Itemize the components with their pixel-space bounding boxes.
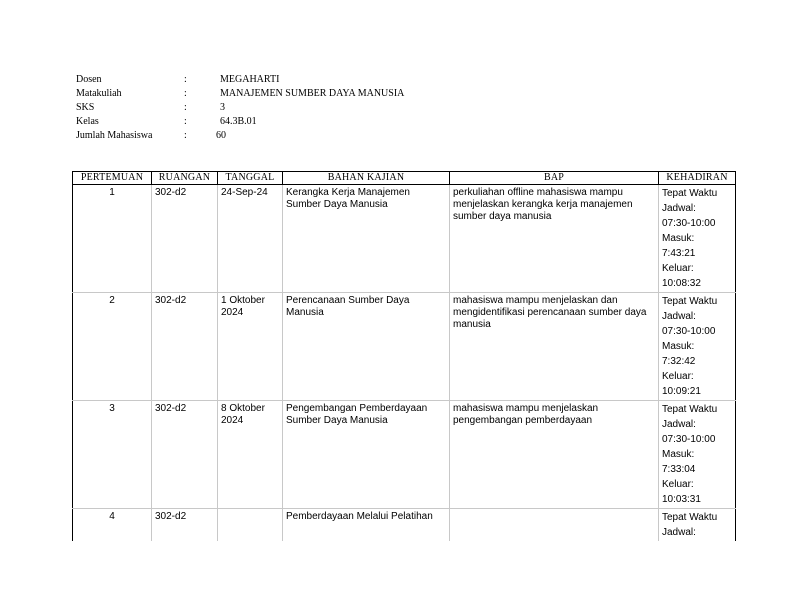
- info-separator: :: [184, 116, 187, 127]
- table-header-row: [73, 172, 736, 185]
- cell-ruangan: 302-d2: [152, 185, 218, 293]
- attendance-line: Jadwal:: [662, 203, 696, 214]
- cell-tanggal: [218, 509, 283, 542]
- column-header-tanggal: TANGGAL: [218, 172, 283, 185]
- info-value: 3: [220, 102, 225, 113]
- column-header-ruangan: RUANGAN: [152, 172, 218, 185]
- cell-bap: perkuliahan offline mahasiswa mampu menjelaskan kerangka kerja manajemen sumber daya manusia: [450, 185, 659, 293]
- column-header-kehadiran: KEHADIRAN: [659, 172, 736, 185]
- attendance-line: 7:33:04: [662, 464, 696, 475]
- info-value: MEGAHARTI: [220, 74, 280, 85]
- attendance-status: Tepat Waktu: [662, 404, 718, 415]
- course-info: [76, 73, 404, 143]
- cell-bahan-kajian: Perencanaan Sumber Daya Manusia: [283, 293, 450, 401]
- attendance-line: 07:30-10:00: [662, 326, 716, 337]
- attendance-line: Masuk:: [662, 341, 695, 352]
- attendance-line: 7:43:21: [662, 248, 696, 259]
- cell-bap: mahasiswa mampu menjelaskan dan mengidentifikasi perencanaan sumber daya manusia: [450, 293, 659, 401]
- column-header-bahan-kajian: BAHAN KAJIAN: [283, 172, 450, 185]
- cell-pertemuan: 4: [73, 509, 152, 542]
- cell-pertemuan: 2: [73, 293, 152, 401]
- attendance-status: Tepat Waktu: [662, 512, 718, 523]
- info-label: SKS: [76, 102, 95, 113]
- cell-bap: mahasiswa mampu menjelaskan pengembangan pemberdayaan: [450, 401, 659, 509]
- attendance-line: 7:32:42: [662, 356, 696, 367]
- cell-bahan-kajian: Pemberdayaan Melalui Pelatihan: [283, 509, 450, 542]
- cell-tanggal: 8 Oktober 2024: [218, 401, 283, 509]
- attendance-line: Keluar:: [662, 371, 694, 382]
- info-value: 60: [216, 130, 226, 141]
- attendance-status: Tepat Waktu: [662, 296, 718, 307]
- cell-ruangan: 302-d2: [152, 293, 218, 401]
- cell-pertemuan: 3: [73, 401, 152, 509]
- attendance-line: Keluar:: [662, 263, 694, 274]
- attendance-line: 07:30-10:00: [662, 434, 716, 445]
- cell-bahan-kajian: Kerangka Kerja Manajemen Sumber Daya Manusia: [283, 185, 450, 293]
- info-label: Dosen: [76, 74, 102, 85]
- attendance-table: [72, 171, 736, 541]
- attendance-line: Jadwal:: [662, 419, 696, 430]
- column-header-pertemuan: PERTEMUAN: [73, 172, 152, 185]
- info-label: Jumlah Mahasiswa: [76, 130, 153, 141]
- info-row-kelas: [76, 115, 404, 129]
- info-row-dosen: [76, 73, 404, 87]
- info-separator: :: [184, 130, 187, 141]
- attendance-line: Jadwal:: [662, 311, 696, 322]
- info-label: Kelas: [76, 116, 99, 127]
- info-row-sks: [76, 101, 404, 115]
- cell-bap: [450, 509, 659, 542]
- attendance-line: Masuk:: [662, 449, 695, 460]
- table-row: [73, 185, 736, 293]
- cell-kehadiran: [659, 185, 736, 293]
- table-row: [73, 509, 736, 542]
- info-separator: :: [184, 88, 187, 99]
- cell-ruangan: 302-d2: [152, 509, 218, 542]
- column-header-bap: BAP: [450, 172, 659, 185]
- cell-bahan-kajian: Pengembangan Pemberdayaan Sumber Daya Manusia: [283, 401, 450, 509]
- cell-pertemuan: 1: [73, 185, 152, 293]
- cell-kehadiran: [659, 509, 736, 542]
- cell-kehadiran: [659, 293, 736, 401]
- cell-kehadiran: [659, 401, 736, 509]
- info-separator: :: [184, 74, 187, 85]
- attendance-line: 10:03:31: [662, 494, 701, 505]
- cell-tanggal: 1 Oktober 2024: [218, 293, 283, 401]
- info-label: Matakuliah: [76, 88, 122, 99]
- cell-ruangan: 302-d2: [152, 401, 218, 509]
- attendance-line: Jadwal:: [662, 527, 696, 538]
- attendance-line: 10:09:21: [662, 386, 701, 397]
- attendance-line: 07:30-10:00: [662, 218, 716, 229]
- info-value: MANAJEMEN SUMBER DAYA MANUSIA: [220, 88, 405, 99]
- info-separator: :: [184, 102, 187, 113]
- cell-tanggal: 24-Sep-24: [218, 185, 283, 293]
- attendance-line: Masuk:: [662, 233, 695, 244]
- table-row: [73, 401, 736, 509]
- attendance-line: 10:08:32: [662, 278, 701, 289]
- attendance-status: Tepat Waktu: [662, 188, 718, 199]
- table-row: [73, 293, 736, 401]
- info-row-matakuliah: [76, 87, 404, 101]
- info-value: 64.3B.01: [220, 116, 257, 127]
- info-row-jumlah-mahasiswa: [76, 129, 404, 143]
- attendance-line: Keluar:: [662, 479, 694, 490]
